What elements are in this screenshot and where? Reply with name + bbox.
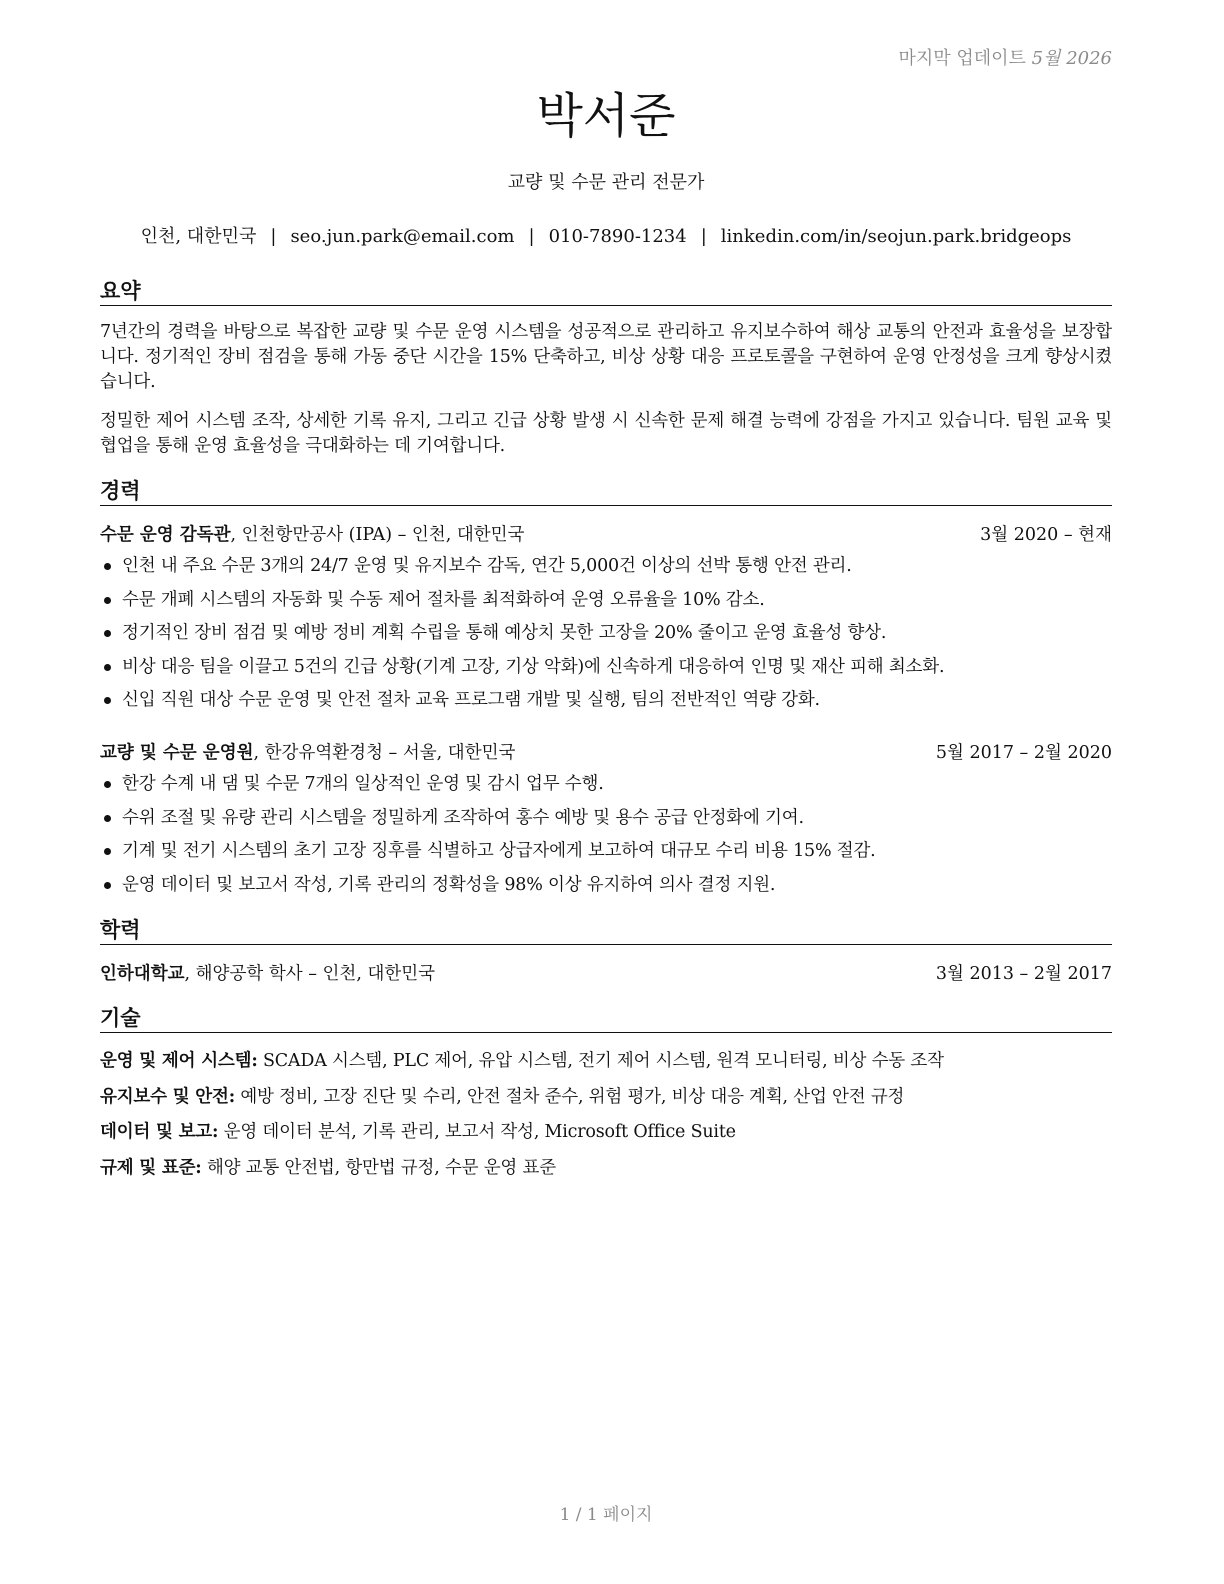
list-item: 정기적인 장비 점검 및 예방 정비 계획 수립을 통해 예상치 못한 고장을 20% 줄이고 운영 효율성 향상.	[100, 620, 1112, 654]
skill-items: 해양 교통 안전법, 항만법 규정, 수문 운영 표준	[201, 1157, 556, 1178]
job-bullets	[100, 553, 1112, 721]
contact-separator: |	[528, 226, 535, 247]
last-updated-year: 2026	[1066, 48, 1112, 69]
skill-row	[100, 1155, 1112, 1191]
page-number: 1 / 1 페이지	[559, 1505, 653, 1525]
skill-items: SCADA 시스템, PLC 제어, 유압 시스템, 전기 제어 시스템, 원격 모니터링, 비상 수동 조작	[257, 1051, 944, 1071]
skill-category: 유지보수 및 안전:	[100, 1086, 235, 1107]
contact-linkedin[interactable]: linkedin.com/in/seojun.park.bridgeops	[720, 226, 1072, 247]
job-dates: 5월 2017 – 2월 2020	[935, 743, 1112, 763]
skill-category: 규제 및 표준:	[100, 1157, 202, 1178]
job-header	[100, 740, 1112, 766]
job-dates: 3월 2020 – 현재	[980, 525, 1112, 545]
section-heading-experience: 경력	[100, 477, 1112, 506]
education-dates: 3월 2013 – 2월 2017	[935, 964, 1112, 984]
skill-items: 예방 정비, 고장 진단 및 수리, 안전 절차 준수, 위험 평가, 비상 대응 계획, 산업 안전 규정	[234, 1086, 905, 1107]
education-entry	[100, 961, 1112, 987]
list-item: 비상 대응 팀을 이끌고 5건의 긴급 상황(기계 고장, 기상 악화)에 신속하게 대응하여 인명 및 재산 피해 최소화.	[100, 654, 1112, 688]
education-detail: , 해양공학 학사 – 인천, 대한민국	[184, 964, 436, 984]
contact-location: 인천, 대한민국	[140, 226, 257, 247]
skill-category: 데이터 및 보고:	[100, 1122, 219, 1142]
candidate-title: 교량 및 수문 관리 전문가	[507, 172, 705, 193]
education-school: 인하대학교	[100, 964, 185, 984]
section-heading-skills: 기술	[100, 1004, 1112, 1033]
list-item: 수문 개폐 시스템의 자동화 및 수동 제어 절차를 최적화하여 운영 오류율을 10% 감소.	[100, 587, 1112, 621]
job-header	[100, 522, 1112, 548]
contact-line	[100, 224, 1112, 250]
job-role: 교량 및 수문 운영원	[100, 743, 254, 763]
job-bullets	[100, 771, 1112, 905]
skill-row	[100, 1119, 1112, 1155]
last-updated-month: 5월	[1031, 48, 1061, 69]
job-org: , 인천항만공사 (IPA) – 인천, 대한민국	[230, 525, 525, 545]
section-heading-summary: 요약	[100, 277, 1112, 306]
job-org: , 한강유역환경청 – 서울, 대한민국	[253, 743, 516, 763]
skill-category: 운영 및 제어 시스템:	[100, 1051, 258, 1071]
list-item: 인천 내 주요 수문 3개의 24/7 운영 및 유지보수 감독, 연간 5,000건 이상의 선박 통행 안전 관리.	[100, 553, 1112, 587]
job-role: 수문 운영 감독관	[100, 525, 231, 545]
summary-paragraph: 7년간의 경력을 바탕으로 복잡한 교량 및 수문 운영 시스템을 성공적으로 관리하고 유지보수하여 해상 교통의 안전과 효율성을 보장합니다. 정기적인 장비 점검을 통해 가동 중단 시간을 15% 단축하고, 비상 상황 대응 프로토콜을 구현하여 운영 안정성을 크게 향상시켰습니다.	[100, 322, 1112, 392]
last-updated-label: 마지막 업데이트	[898, 48, 1026, 69]
contact-phone[interactable]: 010-7890-1234	[548, 226, 687, 247]
skill-row	[100, 1084, 1112, 1120]
section-heading-education: 학력	[100, 916, 1112, 945]
list-item: 운영 데이터 및 보고서 작성, 기록 관리의 정확성을 98% 이상 유지하여 의사 결정 지원.	[100, 872, 1112, 906]
contact-email[interactable]: seo.jun.park@email.com	[290, 226, 515, 247]
skill-row	[100, 1048, 1112, 1084]
last-updated	[898, 44, 1112, 70]
contact-separator: |	[700, 226, 707, 247]
list-item: 한강 수계 내 댐 및 수문 7개의 일상적인 운영 및 감시 업무 수행.	[100, 771, 1112, 805]
summary-paragraph: 정밀한 제어 시스템 조작, 상세한 기록 유지, 그리고 긴급 상황 발생 시 신속한 문제 해결 능력에 강점을 가지고 있습니다. 팀원 교육 및 협업을 통해 운영 효율성을 극대화하는 데 기여합니다.	[100, 411, 1112, 456]
resume-page	[100, 0, 1112, 1584]
candidate-name: 박서준	[536, 88, 676, 144]
list-item: 수위 조절 및 유량 관리 시스템을 정밀하게 조작하여 홍수 예방 및 용수 공급 안정화에 기여.	[100, 805, 1112, 839]
skills-list	[100, 1048, 1112, 1190]
skill-items: 운영 데이터 분석, 기록 관리, 보고서 작성, Microsoft Office Suite	[218, 1122, 736, 1142]
list-item: 신입 직원 대상 수문 운영 및 안전 절차 교육 프로그램 개발 및 실행, 팀의 전반적인 역량 강화.	[100, 687, 1112, 721]
list-item: 기계 및 전기 시스템의 초기 고장 징후를 식별하고 상급자에게 보고하여 대규모 수리 비용 15% 절감.	[100, 838, 1112, 872]
contact-separator: |	[270, 226, 277, 247]
